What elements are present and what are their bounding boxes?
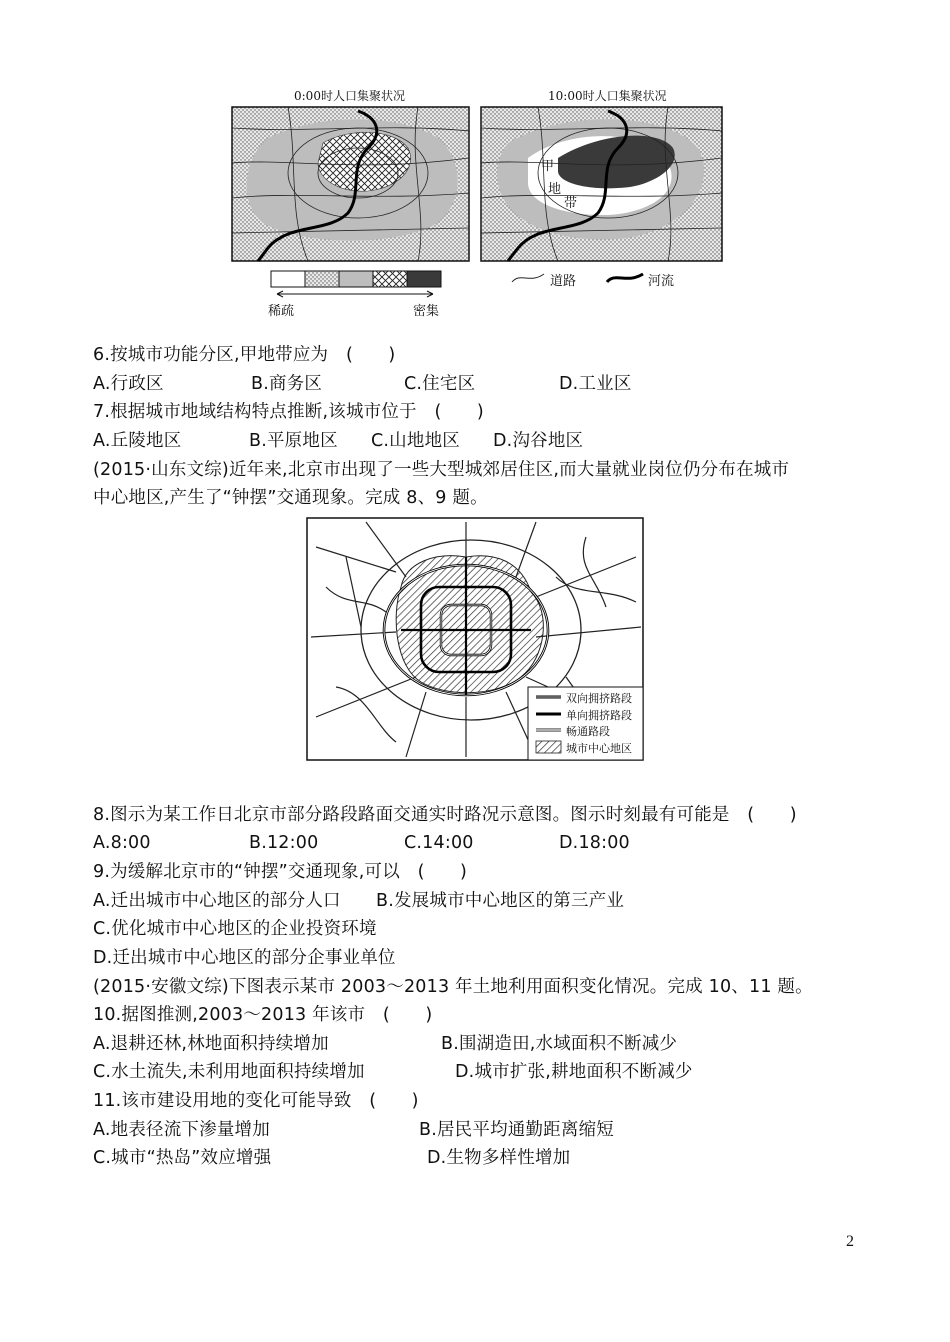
- q7-option-b[interactable]: B.平原地区: [249, 431, 338, 451]
- q6-option-b[interactable]: B.商务区: [251, 374, 323, 394]
- area-label-jia: 甲: [541, 159, 555, 174]
- river-legend-label: 河流: [648, 274, 675, 289]
- q11-option-d[interactable]: D.生物多样性增加: [427, 1148, 571, 1168]
- q8-option-a[interactable]: A.8:00: [93, 833, 151, 853]
- right-map-title: 10:00时人口集聚状况: [548, 89, 667, 103]
- area-label-di: 地: [548, 182, 562, 197]
- q11-option-c[interactable]: C.城市“热岛”效应增强: [93, 1148, 272, 1168]
- q6-option-d[interactable]: D.工业区: [559, 374, 632, 394]
- q11-option-b[interactable]: B.居民平均通勤距离缩短: [419, 1120, 614, 1140]
- q10-option-a[interactable]: A.退耕还林,林地面积持续增加: [93, 1034, 329, 1054]
- q10-option-c[interactable]: C.水土流失,未利用地面积持续增加: [93, 1062, 365, 1082]
- q10-option-b[interactable]: B.围湖造田,水域面积不断减少: [441, 1034, 678, 1054]
- q7-option-d[interactable]: D.沟谷地区: [493, 431, 584, 451]
- question-11-stem: 11.该市建设用地的变化可能导致 ( ): [93, 1091, 419, 1111]
- river-legend-icon: [605, 268, 645, 288]
- question-10-stem: 10.据图推测,2003～2013 年该市 ( ): [93, 1005, 433, 1025]
- legend-one-way-congested: 单向拥挤路段: [566, 709, 632, 722]
- q6-option-a[interactable]: A.行政区: [93, 374, 164, 394]
- left-map: [232, 107, 469, 261]
- q9-option-d[interactable]: D.迁出城市中心地区的部分企事业单位: [93, 948, 396, 968]
- q8-option-c[interactable]: C.14:00: [404, 833, 474, 853]
- q7-option-c[interactable]: C.山地地区: [371, 431, 460, 451]
- q8-option-d[interactable]: D.18:00: [559, 833, 630, 853]
- area-label-dai: 带: [564, 196, 578, 211]
- intro-8-9-line2: 中心地区,产生了“钟摆”交通现象。完成 8、9 题。: [93, 488, 488, 508]
- question-7-stem: 7.根据城市地域结构特点推断,该城市位于 ( ): [93, 402, 484, 422]
- q7-option-a[interactable]: A.丘陵地区: [93, 431, 182, 451]
- road-legend-label: 道路: [550, 274, 577, 289]
- q9-option-c[interactable]: C.优化城市中心地区的企业投资环境: [93, 919, 377, 939]
- question-9-stem: 9.为缓解北京市的“钟摆”交通现象,可以 ( ): [93, 862, 468, 882]
- page-number: 2: [846, 1233, 854, 1250]
- right-map: [481, 107, 722, 261]
- question-6-stem: 6.按城市功能分区,甲地带应为 ( ): [93, 345, 396, 365]
- road-legend-icon: [510, 268, 546, 288]
- density-low-label: 稀疏: [268, 304, 295, 319]
- intro-10-11: (2015·安徽文综)下图表示某市 2003～2013 年土地利用面积变化情况。完成 10、11 题。: [93, 977, 813, 997]
- legend-two-way-congested: 双向拥挤路段: [566, 692, 632, 705]
- q11-option-a[interactable]: A.地表径流下渗量增加: [93, 1120, 270, 1140]
- left-map-title: 0:00时人口集聚状况: [294, 89, 405, 103]
- q10-option-d[interactable]: D.城市扩张,耕地面积不断减少: [455, 1062, 693, 1082]
- legend-city-center: 城市中心地区: [566, 742, 632, 755]
- density-arrow-icon: [275, 289, 435, 299]
- density-high-label: 密集: [413, 304, 440, 319]
- q9-option-b[interactable]: B.发展城市中心地区的第三产业: [376, 891, 625, 911]
- q9-option-a[interactable]: A.迁出城市中心地区的部分人口: [93, 891, 341, 911]
- density-legend-bar: [270, 270, 442, 290]
- question-8-stem: 8.图示为某工作日北京市部分路段路面交通实时路况示意图。图示时刻最有可能是 ( ): [93, 805, 797, 825]
- population-maps-figure: [228, 103, 726, 263]
- intro-8-9-line1: (2015·山东文综)近年来,北京市出现了一些大型城郊居住区,而大量就业岗位仍分布在城市: [93, 460, 790, 480]
- q6-option-c[interactable]: C.住宅区: [404, 374, 476, 394]
- q8-option-b[interactable]: B.12:00: [249, 833, 319, 853]
- legend-smooth-road: 畅通路段: [566, 725, 610, 738]
